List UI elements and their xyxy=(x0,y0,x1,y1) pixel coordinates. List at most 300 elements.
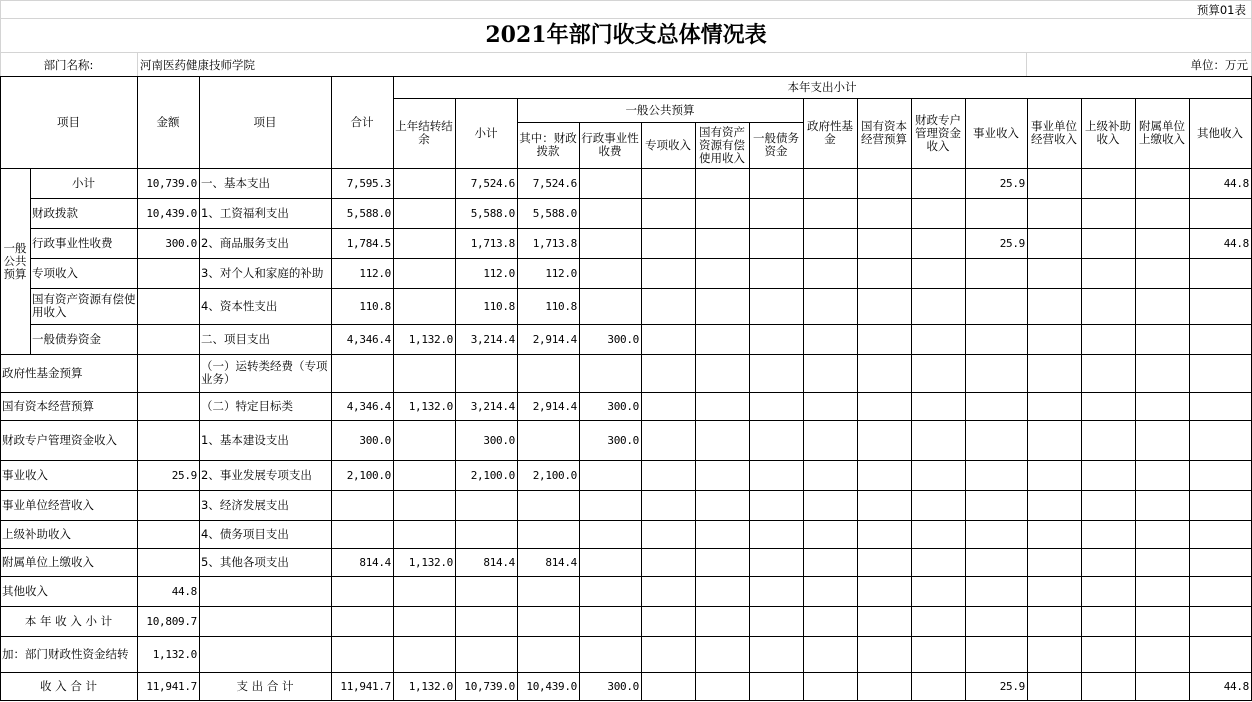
value-cell xyxy=(641,392,695,420)
value-cell xyxy=(331,354,393,392)
value-cell xyxy=(695,576,749,606)
value-cell xyxy=(579,168,641,198)
value-cell: 814.4 xyxy=(359,555,391,569)
value-cell xyxy=(911,606,965,636)
value-cell: 44.8 xyxy=(1223,236,1249,250)
value-cell xyxy=(857,228,911,258)
value-cell xyxy=(1027,636,1081,672)
value-cell xyxy=(695,460,749,490)
value-cell xyxy=(455,636,517,672)
exp-item-cell: 2、事业发展专项支出 xyxy=(201,467,312,482)
value-cell: 5,588.0 xyxy=(470,206,515,220)
value-cell: 11,941.7 xyxy=(340,679,391,693)
value-cell xyxy=(911,324,965,354)
income-item-cell: 国有资本经营预算 xyxy=(2,398,94,413)
value-cell: 25.9 xyxy=(999,679,1025,693)
value-cell xyxy=(1081,420,1135,460)
header-gb-bond: 一般债务资金 xyxy=(753,131,799,158)
value-cell xyxy=(749,198,803,228)
value-cell xyxy=(1081,228,1135,258)
value-cell xyxy=(965,392,1027,420)
value-cell: 4,346.4 xyxy=(346,399,391,413)
income-amount-cell: 10,439.0 xyxy=(146,206,197,220)
value-cell xyxy=(579,198,641,228)
value-cell xyxy=(749,354,803,392)
value-cell xyxy=(911,520,965,548)
value-cell xyxy=(749,672,803,700)
value-cell xyxy=(641,258,695,288)
value-cell xyxy=(393,460,455,490)
value-cell xyxy=(695,420,749,460)
value-cell xyxy=(695,324,749,354)
exp-item-cell: 支 出 合 计 xyxy=(236,678,294,693)
value-cell: 5,588.0 xyxy=(346,206,391,220)
value-cell xyxy=(857,548,911,576)
income-amount-cell: 44.8 xyxy=(171,584,197,598)
value-cell xyxy=(1189,324,1251,354)
value-cell xyxy=(857,576,911,606)
value-cell xyxy=(1135,324,1189,354)
value-cell xyxy=(641,324,695,354)
value-cell xyxy=(803,258,857,288)
value-cell xyxy=(579,258,641,288)
value-cell xyxy=(857,490,911,520)
value-cell: 1,784.5 xyxy=(346,236,391,250)
value-cell xyxy=(965,606,1027,636)
value-cell xyxy=(749,520,803,548)
value-cell xyxy=(1027,490,1081,520)
value-cell xyxy=(641,490,695,520)
value-cell xyxy=(803,520,857,548)
value-cell xyxy=(857,460,911,490)
value-cell xyxy=(517,420,579,460)
value-cell xyxy=(517,490,579,520)
value-cell: 110.8 xyxy=(359,299,391,313)
value-cell xyxy=(455,490,517,520)
value-cell xyxy=(1027,392,1081,420)
value-cell xyxy=(911,288,965,324)
sheet-code: 预算01表 xyxy=(1196,2,1246,17)
header-income-item: 项目 xyxy=(57,114,80,129)
value-cell xyxy=(695,606,749,636)
value-cell xyxy=(695,228,749,258)
value-cell xyxy=(803,490,857,520)
value-cell xyxy=(749,606,803,636)
value-cell xyxy=(579,490,641,520)
value-cell xyxy=(965,420,1027,460)
value-cell xyxy=(1027,168,1081,198)
value-cell xyxy=(857,392,911,420)
value-cell: 2,914.4 xyxy=(532,399,577,413)
exp-item-cell: 3、对个人和家庭的补助 xyxy=(201,265,324,280)
exp-item-cell: 一、基本支出 xyxy=(201,175,270,190)
exp-item-cell: 5、其他各项支出 xyxy=(201,554,289,569)
value-cell xyxy=(1135,354,1189,392)
value-cell xyxy=(911,636,965,672)
general-public-budget-label: 一般公共预算 xyxy=(3,240,27,281)
value-cell xyxy=(695,490,749,520)
value-cell: 1,713.8 xyxy=(470,236,515,250)
value-cell xyxy=(749,324,803,354)
value-cell xyxy=(1189,548,1251,576)
value-cell xyxy=(393,520,455,548)
value-cell xyxy=(965,354,1027,392)
income-amount-cell: 25.9 xyxy=(171,468,197,482)
income-item-cell: 行政事业性收费 xyxy=(32,235,113,250)
value-cell xyxy=(1027,520,1081,548)
income-item-cell: 上级补助收入 xyxy=(2,526,71,541)
value-cell xyxy=(1081,392,1135,420)
value-cell xyxy=(579,576,641,606)
value-cell xyxy=(1027,198,1081,228)
value-cell: 44.8 xyxy=(1223,176,1249,190)
value-cell: 3,214.4 xyxy=(470,332,515,346)
value-cell: 25.9 xyxy=(999,176,1025,190)
header-exp-total: 合计 xyxy=(350,114,374,129)
value-cell xyxy=(1135,288,1189,324)
value-cell xyxy=(1027,354,1081,392)
value-cell xyxy=(1189,636,1251,672)
value-cell: 2,914.4 xyxy=(532,332,577,346)
value-cell xyxy=(911,198,965,228)
value-cell xyxy=(749,258,803,288)
value-cell: 112.0 xyxy=(483,266,515,280)
income-amount-cell xyxy=(137,420,199,460)
value-cell xyxy=(1189,520,1251,548)
value-cell xyxy=(1189,606,1251,636)
value-cell xyxy=(1189,392,1251,420)
value-cell xyxy=(749,392,803,420)
header-gb-state-asset: 国有资产资源有偿使用收入 xyxy=(699,124,745,165)
value-cell xyxy=(803,672,857,700)
value-cell xyxy=(1027,460,1081,490)
header-business-income: 事业收入 xyxy=(973,125,1019,140)
value-cell xyxy=(1135,420,1189,460)
income-amount-cell xyxy=(137,258,199,288)
value-cell xyxy=(1081,198,1135,228)
value-cell xyxy=(1081,324,1135,354)
value-cell xyxy=(641,354,695,392)
value-cell xyxy=(965,288,1027,324)
value-cell xyxy=(393,490,455,520)
header-operating-income: 事业单位经营收入 xyxy=(1031,119,1077,146)
value-cell xyxy=(1189,420,1251,460)
income-amount-cell xyxy=(137,288,199,324)
value-cell xyxy=(1027,420,1081,460)
value-cell xyxy=(1135,576,1189,606)
value-cell xyxy=(911,228,965,258)
value-cell xyxy=(965,258,1027,288)
value-cell: 1,132.0 xyxy=(408,332,453,346)
value-cell: 2,100.0 xyxy=(346,468,391,482)
exp-item-cell: 1、工资福利支出 xyxy=(201,205,289,220)
exp-item-cell: 4、资本性支出 xyxy=(201,298,278,313)
income-amount-cell: 300.0 xyxy=(165,236,197,250)
value-cell xyxy=(965,324,1027,354)
value-cell xyxy=(1081,520,1135,548)
value-cell xyxy=(965,636,1027,672)
value-cell xyxy=(1135,258,1189,288)
income-amount-cell xyxy=(137,490,199,520)
value-cell: 7,595.3 xyxy=(346,176,391,190)
income-item-cell: 事业单位经营收入 xyxy=(2,497,94,512)
income-amount-cell: 10,739.0 xyxy=(146,176,197,190)
value-cell xyxy=(857,258,911,288)
value-cell xyxy=(857,168,911,198)
value-cell xyxy=(1135,548,1189,576)
value-cell: 300.0 xyxy=(607,433,639,447)
value-cell xyxy=(803,392,857,420)
header-carryover: 上年结转结余 xyxy=(395,119,453,146)
value-cell xyxy=(641,672,695,700)
value-cell xyxy=(857,672,911,700)
header-gb-fiscal: 其中：财政拨款 xyxy=(519,131,577,158)
value-cell xyxy=(1081,258,1135,288)
value-cell: 814.4 xyxy=(483,555,515,569)
exp-item-cell: 2、商品服务支出 xyxy=(201,235,289,250)
value-cell xyxy=(641,636,695,672)
value-cell xyxy=(803,198,857,228)
page-title: 2021年部门收支总体情况表 xyxy=(485,22,767,48)
value-cell xyxy=(393,354,455,392)
value-cell xyxy=(1189,490,1251,520)
value-cell: 300.0 xyxy=(359,433,391,447)
value-cell xyxy=(911,258,965,288)
value-cell xyxy=(1189,354,1251,392)
value-cell: 110.8 xyxy=(483,299,515,313)
value-cell xyxy=(749,490,803,520)
value-cell xyxy=(911,576,965,606)
value-cell xyxy=(579,460,641,490)
unit-label: 单位：万元 xyxy=(1190,57,1248,72)
value-cell xyxy=(393,168,455,198)
header-gb-admin-fee: 行政事业性收费 xyxy=(581,131,639,158)
header-this-year: 本年支出小计 xyxy=(787,79,857,94)
value-cell xyxy=(331,636,393,672)
value-cell xyxy=(1027,288,1081,324)
value-cell xyxy=(331,576,393,606)
value-cell xyxy=(911,460,965,490)
income-item-cell: 小计 xyxy=(72,175,95,190)
value-cell xyxy=(579,520,641,548)
value-cell xyxy=(803,228,857,258)
value-cell xyxy=(1189,198,1251,228)
value-cell xyxy=(393,636,455,672)
value-cell xyxy=(965,460,1027,490)
value-cell xyxy=(1081,460,1135,490)
header-other-income: 其他收入 xyxy=(1197,125,1243,140)
value-cell xyxy=(749,576,803,606)
value-cell xyxy=(695,392,749,420)
value-cell xyxy=(641,168,695,198)
value-cell xyxy=(641,548,695,576)
value-cell: 2,100.0 xyxy=(470,468,515,482)
value-cell xyxy=(393,606,455,636)
value-cell xyxy=(911,420,965,460)
value-cell: 10,439.0 xyxy=(526,679,577,693)
value-cell xyxy=(579,548,641,576)
value-cell xyxy=(695,288,749,324)
value-cell xyxy=(1081,288,1135,324)
income-amount-cell: 1,132.0 xyxy=(152,647,197,661)
value-cell xyxy=(517,636,579,672)
value-cell xyxy=(857,288,911,324)
value-cell xyxy=(1081,636,1135,672)
value-cell xyxy=(857,198,911,228)
value-cell: 7,524.6 xyxy=(470,176,515,190)
income-item-cell: 其他收入 xyxy=(2,583,48,598)
value-cell xyxy=(857,520,911,548)
value-cell xyxy=(641,460,695,490)
value-cell xyxy=(803,606,857,636)
value-cell xyxy=(455,606,517,636)
value-cell xyxy=(965,548,1027,576)
value-cell xyxy=(393,228,455,258)
value-cell xyxy=(1135,636,1189,672)
value-cell: 4,346.4 xyxy=(346,332,391,346)
exp-item-cell xyxy=(199,636,331,672)
value-cell xyxy=(695,198,749,228)
dept-name: 河南医药健康技师学院 xyxy=(140,57,255,72)
value-cell xyxy=(1027,576,1081,606)
value-cell xyxy=(1081,490,1135,520)
value-cell xyxy=(579,636,641,672)
exp-item-cell: 4、债务项目支出 xyxy=(201,526,289,541)
value-cell: 300.0 xyxy=(483,433,515,447)
income-amount-cell xyxy=(137,548,199,576)
value-cell: 110.8 xyxy=(545,299,577,313)
income-amount-cell xyxy=(137,520,199,548)
value-cell: 300.0 xyxy=(607,332,639,346)
value-cell xyxy=(911,354,965,392)
header-state-capital: 国有资本经营预算 xyxy=(861,119,907,146)
value-cell xyxy=(1135,228,1189,258)
income-item-cell: 附属单位上缴收入 xyxy=(2,554,94,569)
value-cell xyxy=(393,258,455,288)
header-gov-fund: 政府性基金 xyxy=(807,119,853,146)
value-cell xyxy=(1081,606,1135,636)
value-cell xyxy=(695,354,749,392)
value-cell xyxy=(911,672,965,700)
value-cell xyxy=(331,520,393,548)
value-cell xyxy=(641,606,695,636)
value-cell xyxy=(857,636,911,672)
value-cell xyxy=(1189,258,1251,288)
value-cell xyxy=(695,636,749,672)
value-cell: 814.4 xyxy=(545,555,577,569)
value-cell xyxy=(579,288,641,324)
value-cell xyxy=(1027,258,1081,288)
value-cell xyxy=(803,548,857,576)
value-cell: 10,739.0 xyxy=(464,679,515,693)
header-subtotal: 小计 xyxy=(474,125,498,140)
value-cell xyxy=(749,420,803,460)
value-cell: 112.0 xyxy=(545,266,577,280)
value-cell xyxy=(455,354,517,392)
value-cell: 3,214.4 xyxy=(470,399,515,413)
value-cell xyxy=(749,636,803,672)
value-cell xyxy=(803,354,857,392)
exp-item-cell: （一）运转类经费（专项业务） xyxy=(201,359,328,386)
value-cell xyxy=(641,576,695,606)
exp-item-cell xyxy=(199,576,331,606)
value-cell xyxy=(1027,606,1081,636)
income-amount-cell xyxy=(137,392,199,420)
value-cell xyxy=(695,548,749,576)
value-cell: 7,524.6 xyxy=(532,176,577,190)
income-item-cell: 专项收入 xyxy=(32,265,78,280)
value-cell xyxy=(641,520,695,548)
value-cell xyxy=(393,198,455,228)
value-cell xyxy=(579,354,641,392)
value-cell xyxy=(1189,576,1251,606)
value-cell: 1,132.0 xyxy=(408,555,453,569)
value-cell xyxy=(965,198,1027,228)
value-cell xyxy=(965,576,1027,606)
value-cell xyxy=(517,606,579,636)
header-fiscal-special: 财政专户管理资金收入 xyxy=(915,112,961,153)
value-cell: 1,713.8 xyxy=(532,236,577,250)
value-cell xyxy=(1189,460,1251,490)
value-cell xyxy=(911,168,965,198)
value-cell xyxy=(641,288,695,324)
value-cell xyxy=(749,460,803,490)
income-item-cell: 本 年 收 入 小 计 xyxy=(24,613,113,628)
value-cell xyxy=(749,288,803,324)
value-cell xyxy=(1081,672,1135,700)
value-cell xyxy=(1081,548,1135,576)
exp-item-cell: 1、基本建设支出 xyxy=(201,432,289,447)
value-cell xyxy=(857,354,911,392)
income-item-cell: 收 入 合 计 xyxy=(40,678,97,693)
value-cell xyxy=(1027,548,1081,576)
value-cell xyxy=(1135,392,1189,420)
value-cell: 112.0 xyxy=(359,266,391,280)
value-cell xyxy=(911,548,965,576)
value-cell xyxy=(1027,324,1081,354)
value-cell xyxy=(1135,168,1189,198)
value-cell: 25.9 xyxy=(999,236,1025,250)
exp-item-cell xyxy=(199,606,331,636)
value-cell xyxy=(393,288,455,324)
income-item-cell: 国有资产资源有偿使用收入 xyxy=(32,292,136,319)
value-cell xyxy=(803,420,857,460)
value-cell xyxy=(749,228,803,258)
value-cell xyxy=(857,420,911,460)
value-cell: 1,132.0 xyxy=(408,679,453,693)
value-cell xyxy=(641,420,695,460)
value-cell xyxy=(1189,288,1251,324)
value-cell: 44.8 xyxy=(1223,679,1249,693)
value-cell xyxy=(579,606,641,636)
value-cell xyxy=(857,606,911,636)
income-item-cell: 财政拨款 xyxy=(32,205,78,220)
header-general-budget: 一般公共预算 xyxy=(625,102,695,117)
value-cell xyxy=(579,228,641,258)
value-cell xyxy=(803,636,857,672)
value-cell xyxy=(1135,490,1189,520)
value-cell xyxy=(911,490,965,520)
value-cell xyxy=(965,490,1027,520)
value-cell xyxy=(517,520,579,548)
income-item-cell: 一般债券资金 xyxy=(32,331,101,346)
income-item-cell: 财政专户管理资金收入 xyxy=(2,432,117,447)
value-cell xyxy=(1135,198,1189,228)
value-cell xyxy=(641,228,695,258)
value-cell xyxy=(517,354,579,392)
header-income-amount: 金额 xyxy=(156,114,180,129)
income-amount-cell: 10,809.7 xyxy=(146,614,197,628)
